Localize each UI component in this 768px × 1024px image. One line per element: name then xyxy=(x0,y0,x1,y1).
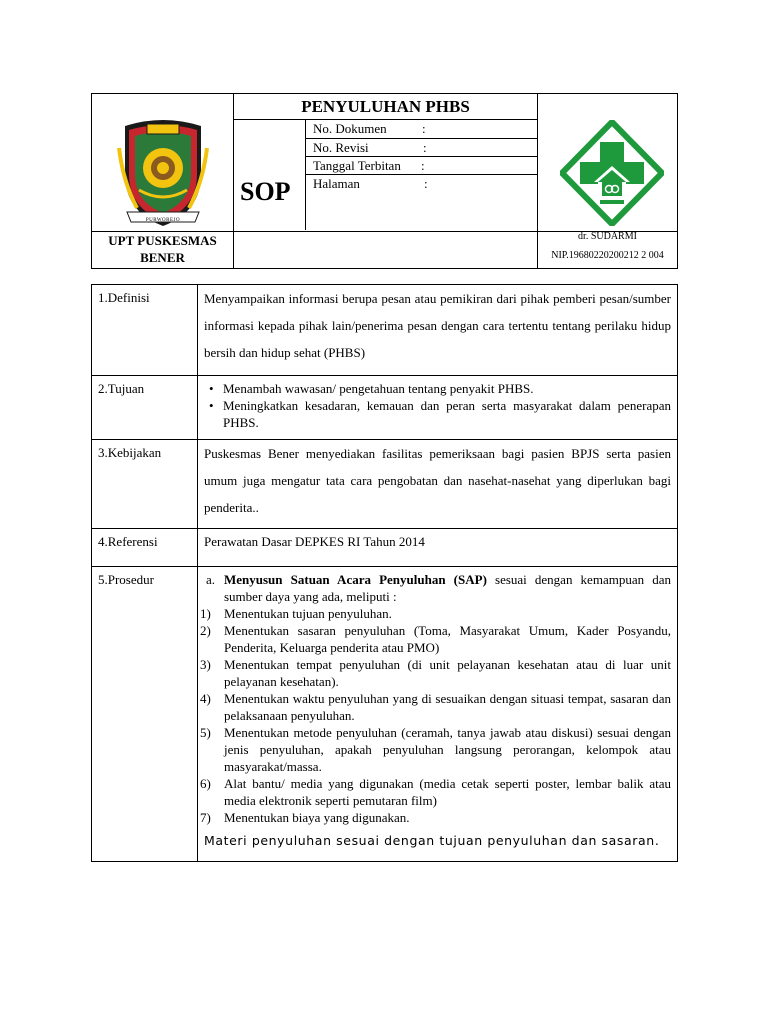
step-number: 5) xyxy=(200,725,211,740)
document-title: PENYULUHAN PHBS xyxy=(301,97,470,116)
signer-name: dr. SUDARMI xyxy=(578,231,637,242)
signer-nip: NIP.19680220200212 2 004 xyxy=(551,250,664,261)
sop-header-table xyxy=(91,93,678,269)
section-label: 1.Definisi xyxy=(92,285,198,376)
list-item xyxy=(200,724,671,775)
meta-colon: : xyxy=(422,121,426,136)
table-row xyxy=(92,529,678,567)
step-number: 2) xyxy=(200,623,211,638)
sop-label: SOP xyxy=(240,177,291,206)
table-row xyxy=(92,567,678,862)
puskesmas-logo-icon xyxy=(560,120,664,226)
list-item xyxy=(200,690,671,724)
step-number: 6) xyxy=(200,776,211,791)
list-item: • Menambah wawasan/ pengetahuan tentang penyakit PHBS. xyxy=(204,380,671,397)
table-row xyxy=(92,376,678,440)
step-number: 3) xyxy=(200,657,211,672)
procedure-cell xyxy=(198,567,678,862)
emblem-caption: PURWOREJO xyxy=(145,218,181,223)
step-text: Menentukan waktu penyuluhan yang di sesuaikan dengan situasi tempat, sasaran dan pelaksanaan penyuluhan. xyxy=(224,691,671,723)
list-item xyxy=(200,656,671,690)
purworejo-emblem-icon xyxy=(117,112,209,230)
meta-label-document-no: No. Dokumen xyxy=(313,121,387,136)
meta-colon: : xyxy=(423,140,427,155)
list-item xyxy=(200,622,671,656)
step-number: 1) xyxy=(200,606,211,621)
meta-label-page: Halaman xyxy=(313,176,360,191)
organization-name xyxy=(92,232,233,266)
meta-label-revision-no: No. Revisi xyxy=(313,140,369,155)
objectives-cell xyxy=(198,376,678,440)
reference-text: Perawatan Dasar DEPKES RI Tahun 2014 xyxy=(198,529,678,567)
meta-colon: : xyxy=(424,176,428,191)
section-label: 3.Kebijakan xyxy=(92,440,198,529)
section-label: 5.Prosedur xyxy=(92,567,198,862)
table-row xyxy=(92,285,678,376)
list-item xyxy=(200,605,671,622)
meta-colon: : xyxy=(421,158,425,173)
step-text: Menentukan metode penyuluhan (ceramah, tanya jawab atau diskusi) sesuai dengan jenis penyuluhan, apakah penyuluhan langsung perorangan, kelompok atau masyarakat/massa. xyxy=(224,725,671,774)
material-note: Materi penyuluhan sesuai dengan tujuan penyuluhan dan sasaran. xyxy=(204,833,660,848)
step-text: Alat bantu/ media yang digunakan (media cetak seperti poster, lembar balik atau media elektronik seperti pemutaran film) xyxy=(224,776,671,808)
list-item: • Meningkatkan kesadaran, kemauan dan peran serta masyarakat dalam penerapan PHBS. xyxy=(204,397,671,431)
section-label: 4.Referensi xyxy=(92,529,198,567)
organization-line: BENER xyxy=(140,250,185,265)
policy-text: Puskesmas Bener menyediakan fasilitas pemeriksaan bagi pasien BPJS serta pasien umum juga mengatur tata cara pengobatan dan nasehat-nasehat yang diperlukan bagi penderita.. xyxy=(198,440,678,529)
definition-text: Menyampaikan informasi berupa pesan atau pemikiran dari pihak pemberi pesan/sumber informasi kepada pihak lain/penerima pesan dengan cara tertentu tentang perilaku hidup bersih dan hidup sehat (PHBS) xyxy=(198,285,678,376)
header-divider xyxy=(233,94,234,268)
sap-heading: Menyusun Satuan Acara Penyuluhan (SAP) xyxy=(224,572,487,587)
list-item xyxy=(200,809,671,826)
procedure-steps xyxy=(200,605,671,826)
step-number: 4) xyxy=(200,691,211,706)
sap-description: sesuai dengan kemampuan dan sumber daya yang ada, meliputi : xyxy=(224,572,671,604)
list-item xyxy=(200,775,671,809)
step-number: 7) xyxy=(200,810,211,825)
step-text: Menentukan sasaran penyuluhan (Toma, Masyarakat Umum, Kader Posyandu, Penderita, Keluarga penderita atau PMO) xyxy=(224,623,671,655)
procedure-step-a xyxy=(204,571,671,605)
section-label: 2.Tujuan xyxy=(92,376,198,440)
step-text: Menentukan biaya yang digunakan. xyxy=(224,810,410,825)
meta-label-issue-date: Tanggal Terbitan xyxy=(313,158,401,173)
table-row xyxy=(92,440,678,529)
sop-content-table xyxy=(91,284,678,862)
step-text: Menentukan tempat penyuluhan (di unit pelayanan kesehatan atau di luar unit pelayanan kesehatan). xyxy=(224,657,671,689)
organization-line: UPT PUSKESMAS xyxy=(108,233,217,248)
step-marker: a. xyxy=(206,572,216,587)
step-text: Menentukan tujuan penyuluhan. xyxy=(224,606,392,621)
objectives-list xyxy=(204,380,671,431)
